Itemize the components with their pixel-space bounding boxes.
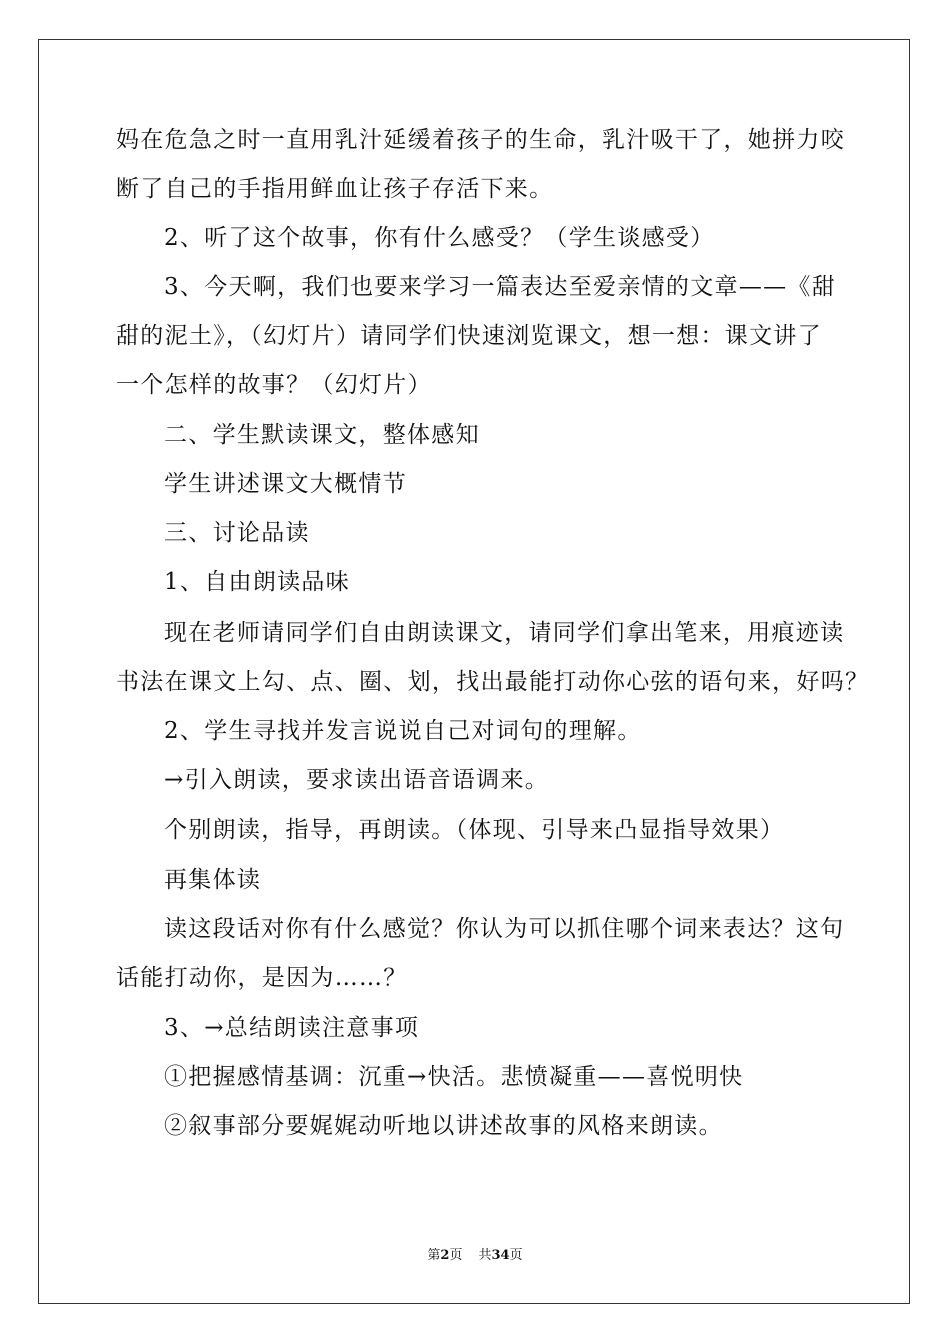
text-line: 2、听了这个故事，你有什么感受？（学生谈感受） <box>164 225 715 251</box>
text-line: 一个怎样的故事？（幻灯片） <box>116 372 432 398</box>
text-line: 1、自由朗读品味 <box>164 569 351 595</box>
page-number: 2 <box>440 1248 450 1263</box>
text-line: ①把握感情基调：沉重→快活。悲愤凝重——喜悦明快 <box>164 1064 744 1090</box>
text-line: 学生讲述课文大概情节 <box>164 471 407 497</box>
text-line: 3、→总结朗读注意事项 <box>164 1015 420 1041</box>
text-line: 现在老师请同学们自由朗读课文，请同学们拿出笔来，用痕迹读 <box>164 620 845 646</box>
page-prefix: 第 <box>427 1248 441 1263</box>
text-line: 甜的泥土》，（幻灯片）请同学们快速浏览课文，想一想：课文讲了 <box>116 323 822 349</box>
text-line: 妈在危急之时一直用乳汁延缓着孩子的生命，乳汁吸干了，她拼力咬 <box>116 127 845 153</box>
text-line: 2、学生寻找并发言说说自己对词句的理解。 <box>164 718 642 744</box>
text-line: 书法在课文上勾、点、圈、划，找出最能打动你心弦的语句来，好吗？ <box>116 669 870 695</box>
text-line: 再集体读 <box>164 867 262 893</box>
text-line: 3、今天啊，我们也要来学习一篇表达至爱亲情的文章——《甜 <box>164 274 837 300</box>
text-line: 断了自己的手指用鲜血让孩子存活下来。 <box>116 176 554 202</box>
page-footer <box>0 1248 950 1264</box>
text-line: 读这段话对你有什么感觉？你认为可以抓住哪个词来表达？这句 <box>164 916 845 942</box>
total-suffix: 页 <box>509 1248 523 1263</box>
text-line: →引入朗读，要求读出语音语调来。 <box>164 767 550 793</box>
text-line: 个别朗读，指导，再朗读。（体现、引导来凸显指导效果） <box>164 817 785 843</box>
section-heading: 二、学生默读课文，整体感知 <box>164 422 480 448</box>
page-suffix: 页 <box>449 1248 463 1263</box>
total-prefix: 共 <box>478 1248 492 1263</box>
text-line: 话能打动你，是因为……？ <box>116 965 408 991</box>
section-heading: 三、讨论品读 <box>164 520 310 546</box>
text-line: ②叙事部分要娓娓动听地以讲述故事的风格来朗读。 <box>164 1113 723 1139</box>
total-pages: 34 <box>491 1248 510 1263</box>
